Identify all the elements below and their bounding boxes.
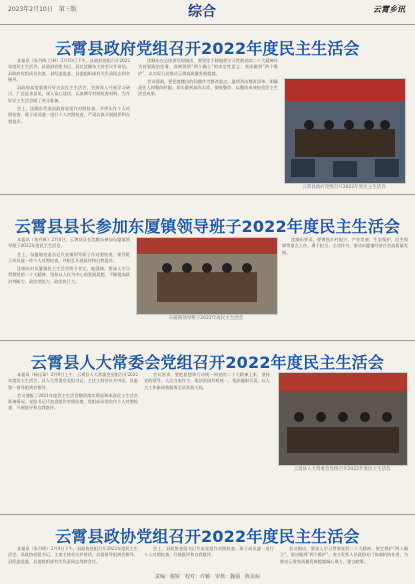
paragraph: 沈顺东要求，要聚焦乡村振兴、产业发展、生态保护、民生保障等重点工作，勇于担当、主动作为，推动东厦镇经济社会高质量发展。 <box>282 237 408 255</box>
paragraph: 本报讯（朱丹晖）2月8日，云霄县县长沈顺东参加东厦镇领导班子2022年度民主生活会。 <box>8 237 130 249</box>
photo-caption: 云霄县人大常委会党组召开2022年度民主生活会 <box>293 467 391 472</box>
article-4-col-1 <box>8 546 138 572</box>
article-3-col-1 <box>8 372 138 512</box>
article-1-photo <box>284 78 406 184</box>
paragraph: 会上，东厦镇党委书记代表镇领导班子作对照检查，领导班子成员逐一作个人对照检查，并相互开展批评和自我批评。 <box>8 251 130 263</box>
article-title-2: 云霄县县长参加东厦镇领导班子2022年度民主生活会 <box>14 217 401 236</box>
divider <box>0 514 415 515</box>
paragraph: 会议通报了2021年度民主生活会整改落实情况和本次民主生活会准备情况。党组书记代表党组作对照检查，党组成员依次作个人对照检查，开展批评和自我批评。 <box>8 392 138 411</box>
article-3-col-2 <box>144 372 270 512</box>
paragraph: 会议要求，要把思想和行动统一到党的二十大精神上来，坚持党的领导、人民当家作主、依法治国有机统一，依法履职尽责，以人大工作新成效服务全县发展大局。 <box>144 372 270 390</box>
header-rule <box>0 24 415 25</box>
article-2-col-1 <box>8 237 130 337</box>
article-title-3: 云霄县人大常委会党组召开2022年度民主生活会 <box>30 353 385 372</box>
article-title-1: 云霄县政府党组召开2022年度民主生活会 <box>55 39 360 58</box>
section-title: 综合 <box>188 4 216 20</box>
paragraph: 沈顺东在总结讲话时指出，要坚定不移地把学习贯彻党的二十大精神作为首要政治任务，深刻领悟“两个确立”的决定性意义，坚决做到“两个维护”，以实际行动推动云霄高质量发展超越。 <box>138 58 278 76</box>
paragraph: 会议指出，要深入学习贯彻党的二十大精神，坚定拥护“两个确立”，坚决做到“两个维护”，充分发挥人民政协专门协商机构作用，为推动云霄高质量发展超越凝心聚力、建言献策。 <box>280 546 408 564</box>
article-4-col-2 <box>144 546 274 572</box>
paragraph: 沈顺东对东厦镇民主生活会给予肯定。他强调，要深入学习贯彻党的二十大精神，坚持以人民为中心的发展思想，不断提高政治判断力、政治领悟力、政治执行力。 <box>8 266 130 284</box>
paragraph: 会上，县政协党组书记代表党组作对照检查，班子成员逐一进行个人对照检查，开展批评和自我批评。 <box>144 546 274 558</box>
editor-credits: 责编：谢锐 校对：许颖 审核：魏强 陈永标 <box>154 574 260 580</box>
article-1-col-2 <box>138 58 278 192</box>
article-1-col-1 <box>8 58 130 192</box>
paragraph: 本报讯（朱丹晖）2月9日下午，县政协党组召开2022年度民主生活会。县政协党组书记、主席主持会议并讲话。县委督导组到会指导，县纪委监委、县委组织部有关负责同志列席会议。 <box>8 546 138 564</box>
divider <box>0 194 415 195</box>
paragraph: 会议强调，要把查摆出的问题作为整改重点，逐项列出整改清单，明确责任人和整改时限，切实做到真改实改、彻底整改，以整改成效检验民主生活会成果。 <box>138 78 278 97</box>
article-title-4: 云霄县政协党组召开2022年度民主生活会 <box>55 527 360 546</box>
paragraph: 本报讯（朱丹晖 吕林）2月10日下午，县政府党组召开2022年度民主生活会。县政府党组书记、县长沈顺东主持会议并讲话。县政府党组成员出席，县纪委监委、县委组织部有关负责同志到会指导。 <box>8 58 130 82</box>
article-2-col-3 <box>282 237 408 337</box>
paragraph: 县政府高度重视开好这次民主生活会，会前深入开展学习研讨，广泛征求意见，深入谈心谈话，认真撰写对照检查材料，为开好民主生活会做了充分准备。 <box>8 85 130 103</box>
paragraph: 会上，沈顺东代表县政府党组作对照检查，并带头作个人对照检查。班子成员逐一进行个人对照检查，严肃认真开展批评和自我批评。 <box>8 106 130 124</box>
issue-date: 2023年2月10日 第三版 <box>8 6 77 13</box>
article-4-col-3 <box>280 546 408 572</box>
page-header <box>0 0 415 26</box>
photo-caption: 东厦镇领导班子2022年度民主生活会 <box>168 316 244 321</box>
paragraph: 本报讯（杨远章）2月9日上午，云霄县人大常委会党组召开2022年度民主生活会。县人大常委会党组书记、主任主持会议并讲话。县委第一督导组到会指导。 <box>8 372 138 390</box>
article-3-photo <box>278 372 408 466</box>
newspaper-brand: 云霄乡讯 <box>373 4 405 14</box>
article-2-photo <box>136 237 278 315</box>
divider <box>0 340 415 341</box>
photo-caption: 云霄县政府党组召开2022年度民主生活会 <box>302 185 386 190</box>
